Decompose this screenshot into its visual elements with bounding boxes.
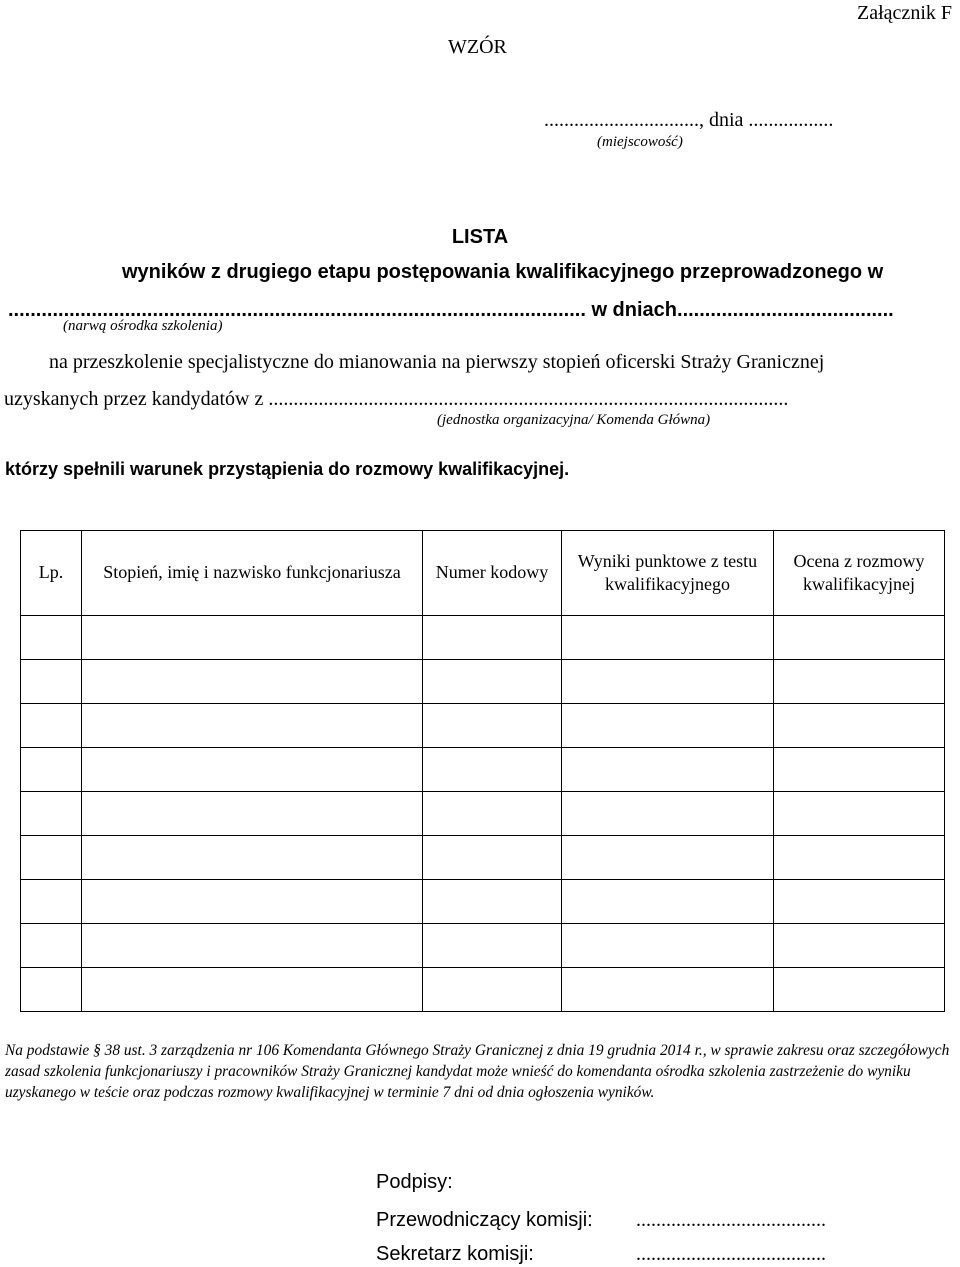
center-dates-line: ........................................................................................................ w dniach....................................... [8, 299, 894, 321]
table-cell [423, 924, 562, 968]
table-cell [774, 968, 945, 1012]
table-cell [774, 924, 945, 968]
table-cell [562, 660, 774, 704]
table-cell [21, 968, 82, 1012]
table-row [21, 660, 945, 704]
header-code: Numer kodowy [423, 531, 562, 616]
table-cell [21, 792, 82, 836]
table-row [21, 704, 945, 748]
header-lp: Lp. [21, 531, 82, 616]
table-cell [423, 792, 562, 836]
chair-signature-line: ...................................... [636, 1209, 826, 1231]
header-test-score: Wyniki punktowe z testu kwalifikacyjnego [562, 531, 774, 616]
table-cell [423, 880, 562, 924]
place-caption: (miejscowość) [597, 134, 683, 150]
table-cell [423, 836, 562, 880]
table-cell [21, 924, 82, 968]
table-cell [774, 704, 945, 748]
unit-caption: (jednostka organizacyjna/ Komenda Główna) [437, 412, 711, 428]
table-cell [82, 660, 423, 704]
center-caption: (narwą ośrodka szkolenia) [63, 318, 223, 334]
candidates-line: uzyskanych przez kandydatów z ........................................................................................................ [4, 388, 789, 410]
table-cell [423, 748, 562, 792]
training-line: na przeszkolenie specjalistyczne do mianowania na pierwszy stopień oficerski Straży Granicznej [49, 351, 825, 373]
secretary-label: Sekretarz komisji: [376, 1243, 534, 1265]
table-cell [82, 880, 423, 924]
table-header-row [21, 531, 945, 616]
table-cell [21, 836, 82, 880]
table-cell [21, 748, 82, 792]
table-cell [21, 880, 82, 924]
table-row [21, 836, 945, 880]
table-cell [562, 836, 774, 880]
table-cell [774, 748, 945, 792]
table-cell [423, 660, 562, 704]
table-cell [774, 836, 945, 880]
sample-label: WZÓR [448, 36, 507, 58]
table-cell [774, 792, 945, 836]
table-row [21, 616, 945, 660]
annex-label: Załącznik F [857, 2, 952, 24]
chair-label: Przewodniczący komisji: [376, 1209, 593, 1231]
legal-footnote: Na podstawie § 38 ust. 3 zarządzenia nr 106 Komendanta Głównego Straży Granicznej z dnia 19 grudnia 2014 r., w sprawie zakresu oraz szczegółowych zasad szkolenia funkcjonariuszy i pracowników Straży Granicznej kandydat może wnieść do komendanta ośrodka szkolenia zastrzeżenie do wyniku uzyskanego w teście oraz podczas rozmowy kwalifikacyjnej w terminie 7 dni od dnia ogłoszenia wyników. [5, 1042, 950, 1101]
table-cell [562, 748, 774, 792]
table-row [21, 792, 945, 836]
signatures-title: Podpisy: [376, 1171, 453, 1193]
results-heading: wyników z drugiego etapu postępowania kwalifikacyjnego przeprowadzonego w [122, 261, 884, 283]
place-date-line: ..............................., dnia ................. [544, 109, 834, 131]
table-cell [82, 924, 423, 968]
table-row [21, 924, 945, 968]
table-cell [21, 660, 82, 704]
table-cell [562, 880, 774, 924]
table-cell [82, 704, 423, 748]
table-cell [562, 616, 774, 660]
table-cell [21, 704, 82, 748]
header-name: Stopień, imię i nazwisko funkcjonariusza [82, 531, 423, 616]
table-cell [423, 968, 562, 1012]
table-cell [21, 616, 82, 660]
table-cell [774, 616, 945, 660]
table-cell [82, 616, 423, 660]
table-cell [774, 660, 945, 704]
header-interview-grade: Ocena z rozmowy kwalifikacyjnej [774, 531, 945, 616]
table-cell [82, 836, 423, 880]
table-cell [82, 792, 423, 836]
list-title: LISTA [451, 226, 509, 248]
table-cell [562, 968, 774, 1012]
table-cell [423, 704, 562, 748]
table-cell [562, 704, 774, 748]
table-cell [82, 748, 423, 792]
table-cell [562, 924, 774, 968]
table-cell [774, 880, 945, 924]
table-cell [82, 968, 423, 1012]
table-row [21, 968, 945, 1012]
secretary-signature-line: ...................................... [636, 1243, 826, 1265]
table-row [21, 748, 945, 792]
condition-line: którzy spełnili warunek przystąpienia do rozmowy kwalifikacyjnej. [5, 459, 570, 479]
table-row [21, 880, 945, 924]
results-table [20, 530, 945, 1012]
table-cell [423, 616, 562, 660]
table-cell [562, 792, 774, 836]
